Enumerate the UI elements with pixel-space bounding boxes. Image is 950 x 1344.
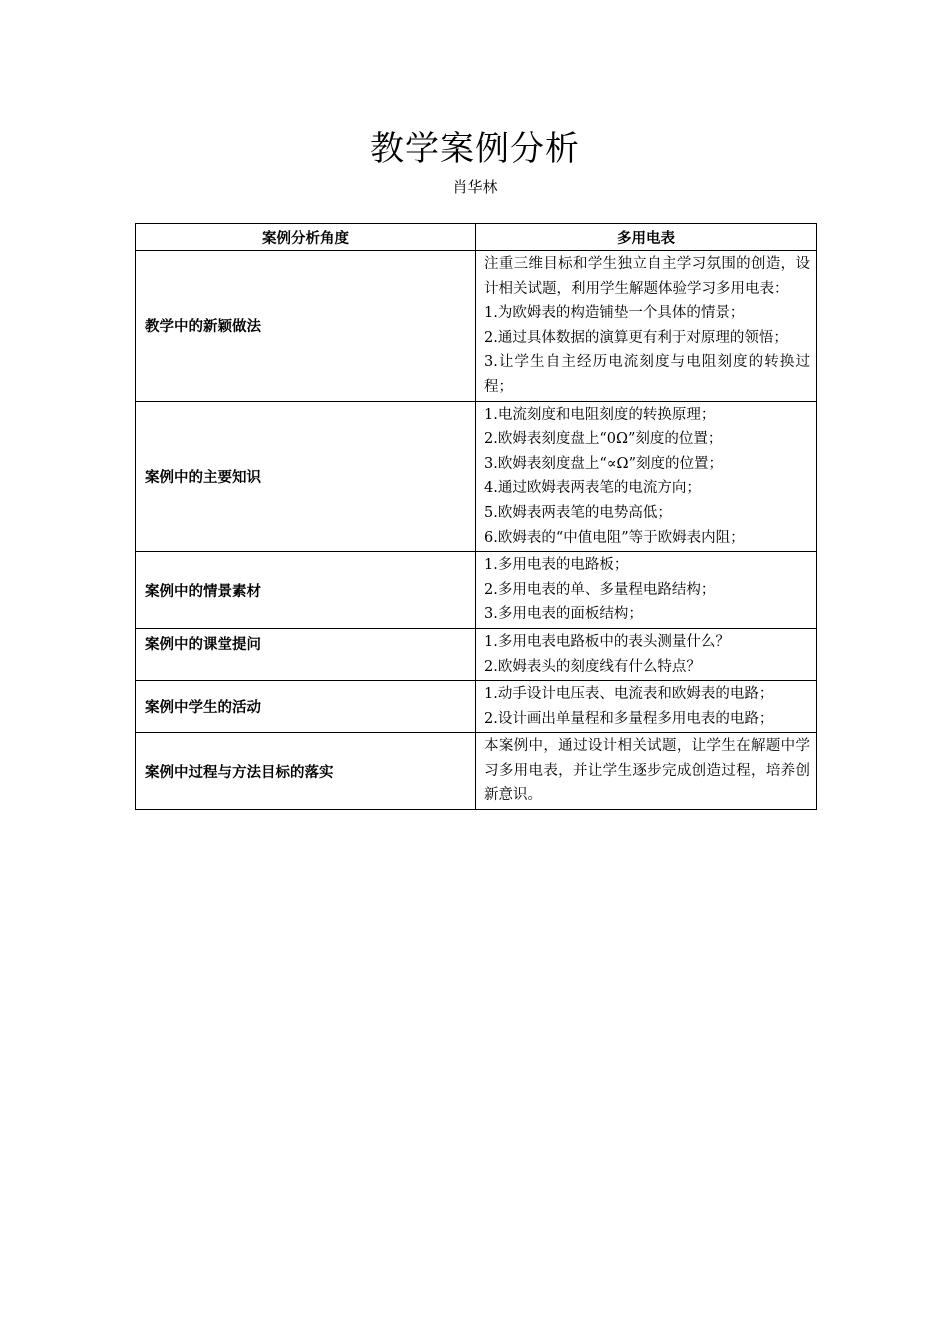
- content-line: 1.多用电表的电路板；: [484, 557, 629, 574]
- case-analysis-table: [135, 223, 817, 810]
- content-line: 1.多用电表电路板中的表头测量什么？: [484, 633, 730, 650]
- content-line: 2.欧姆表头的刻度线有什么特点？: [484, 658, 701, 675]
- table-header-row: [136, 224, 817, 251]
- content-line: 注重三维目标和学生独立自主学习氛围的创造，设计相关试题，利用学生解题体验学习多用电表：: [484, 256, 810, 297]
- row-content: [476, 628, 817, 680]
- row-aspect: 案例中的情景素材: [136, 552, 476, 629]
- table-row: [136, 552, 817, 629]
- content-line: 5.欧姆表两表笔的电势高低；: [484, 504, 672, 521]
- row-aspect: 案例中的课堂提问: [136, 628, 476, 680]
- row-content: [476, 552, 817, 629]
- content-line: 4.通过欧姆表两表笔的电流方向；: [484, 480, 701, 497]
- header-topic: 多用电表: [476, 224, 817, 251]
- row-content: [476, 681, 817, 733]
- content-line: 2.多用电表的单、多量程电路结构；: [484, 581, 716, 598]
- content-line: 6.欧姆表的“中值电阻”等于欧姆表内阻；: [484, 529, 745, 546]
- table-row: [136, 251, 817, 402]
- content-line: 1.动手设计电压表、电流表和欧姆表的电路；: [484, 686, 774, 703]
- author-name: 肖华林: [452, 178, 498, 196]
- row-content: [476, 251, 817, 402]
- content-line: 2.欧姆表刻度盘上“0Ω”刻度的位置；: [484, 431, 723, 448]
- content-line: 2.通过具体数据的演算更有利于对原理的领悟；: [484, 329, 788, 346]
- page-title: 教学案例分析: [370, 129, 580, 169]
- content-line: 3.让学生自主经历电流刻度与电阻刻度的转换过程；: [484, 354, 810, 395]
- row-content: [476, 401, 817, 552]
- row-aspect: 教学中的新颖做法: [136, 251, 476, 402]
- content-line: 2.设计画出单量程和多量程多用电表的电路；: [484, 710, 774, 727]
- header-aspect: 案例分析角度: [136, 224, 476, 251]
- table-row: [136, 733, 817, 810]
- table-row: [136, 681, 817, 733]
- row-aspect: 案例中过程与方法目标的落实: [136, 733, 476, 810]
- content-line: 本案例中，通过设计相关试题，让学生在解题中学习多用电表，并让学生逐步完成创造过程，培养创新意识。: [484, 738, 810, 804]
- content-line: 3.多用电表的面板结构；: [484, 606, 643, 623]
- content-line: 1.电流刻度和电阻刻度的转换原理；: [484, 406, 716, 423]
- content-line: 1.为欧姆表的构造铺垫一个具体的情景；: [484, 305, 745, 322]
- table-row: [136, 401, 817, 552]
- row-aspect: 案例中学生的活动: [136, 681, 476, 733]
- content-line: 3.欧姆表刻度盘上“∝Ω”刻度的位置；: [484, 455, 723, 472]
- row-aspect: 案例中的主要知识: [136, 401, 476, 552]
- row-content: [476, 733, 817, 810]
- table-row: [136, 628, 817, 680]
